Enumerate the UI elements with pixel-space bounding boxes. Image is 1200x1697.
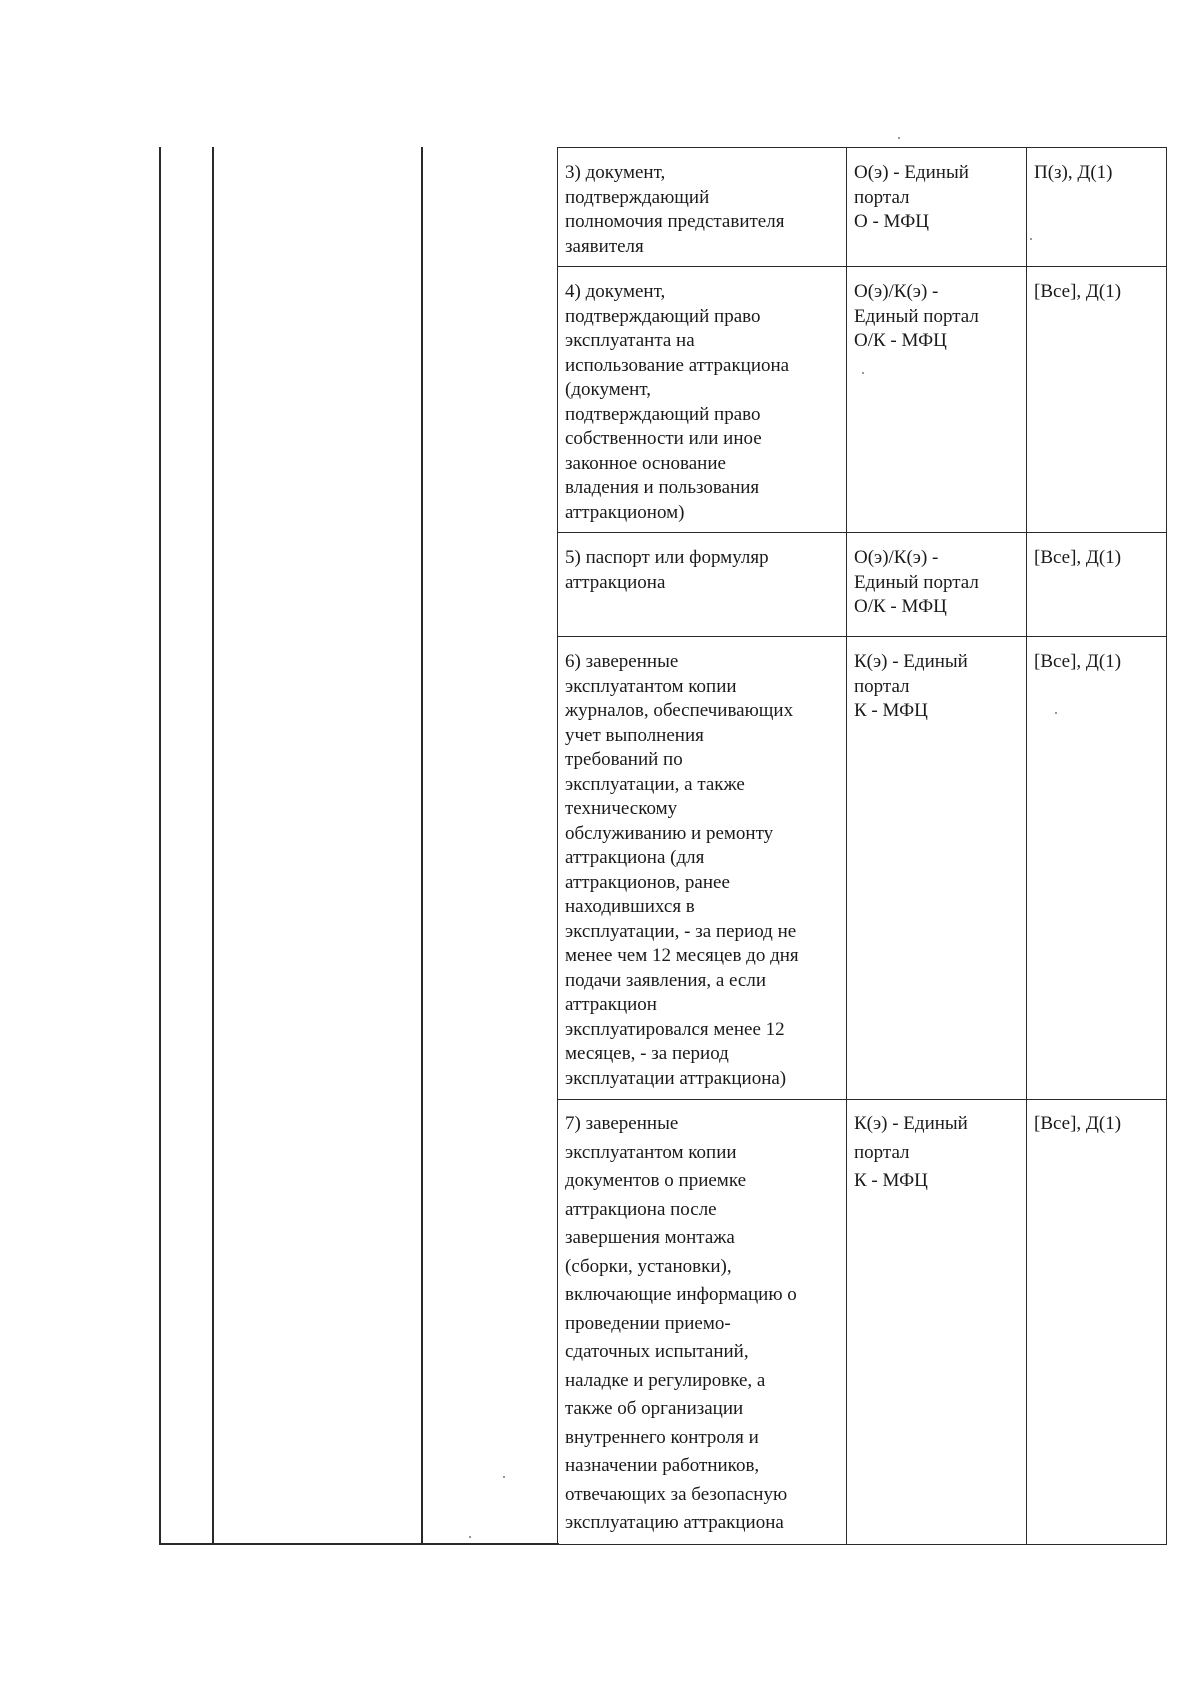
document-cell <box>558 267 847 533</box>
scan-speck <box>862 372 864 374</box>
document-cell <box>558 533 847 637</box>
code-cell <box>1027 267 1167 533</box>
document-cell <box>558 637 847 1100</box>
form-text: К(э) - Единый портал К - МФЦ <box>854 1113 968 1191</box>
form-cell <box>847 1100 1027 1545</box>
table-row <box>558 1100 1167 1545</box>
table-row <box>558 148 1167 267</box>
table-row <box>558 637 1167 1100</box>
document-text: 7) заверенные эксплуатантом копии документов о приемке аттракциона после завершения монтажа (сборки, установки), включающие информацию о проведении приемо- сдаточных испытаний, наладке и регулировке, а также об организации внутреннего контроля и назначении работников, отвечающих за безопасную эксплуатацию аттракциона <box>565 1113 797 1533</box>
column-border-1 <box>159 147 161 1544</box>
document-cell <box>558 148 847 267</box>
document-cell <box>558 1100 847 1545</box>
scan-speck <box>1055 712 1057 714</box>
form-text: О(э)/К(э) - Единый портал О/К - МФЦ <box>854 547 979 617</box>
document-text: 6) заверенные эксплуатантом копии журналов, обеспечивающих учет выполнения требований по эксплуатации, а также техническому обслуживанию и ремонту аттракциона (для аттракционов, ранее находившихся в эксплуатации, - за период не менее чем 12 месяцев до дня подачи заявления, а если аттракцион эксплуатировался менее 12 месяцев, - за период эксплуатации аттракциона) <box>565 651 799 1089</box>
code-cell <box>1027 533 1167 637</box>
table-row <box>558 267 1167 533</box>
code-text: [Все], Д(1) <box>1034 281 1122 302</box>
document-text: 5) паспорт или формуляр аттракциона <box>565 547 769 593</box>
document-text: 4) документ, подтверждающий право эксплуатанта на использование аттракциона (документ, подтверждающий право собственности или иное законное основание владения и пользования аттракционом) <box>565 281 790 523</box>
code-text: [Все], Д(1) <box>1034 651 1122 672</box>
code-cell <box>1027 148 1167 267</box>
table-bottom-border-left <box>159 1543 559 1545</box>
scan-speck <box>469 1536 471 1538</box>
table-row <box>558 533 1167 637</box>
code-cell <box>1027 637 1167 1100</box>
form-text: О(э)/К(э) - Единый портал О/К - МФЦ <box>854 281 979 351</box>
scan-speck <box>503 1476 505 1478</box>
form-cell <box>847 533 1027 637</box>
code-text: [Все], Д(1) <box>1034 547 1122 568</box>
column-border-2 <box>212 147 214 1544</box>
scan-speck <box>898 137 900 139</box>
form-cell <box>847 148 1027 267</box>
form-text: К(э) - Единый портал К - МФЦ <box>854 651 968 721</box>
form-cell <box>847 637 1027 1100</box>
scan-speck <box>1030 238 1032 240</box>
code-text: П(з), Д(1) <box>1034 162 1113 183</box>
document-text: 3) документ, подтверждающий полномочия представителя заявителя <box>565 162 785 257</box>
documents-table <box>557 147 1167 1545</box>
column-border-3 <box>421 147 423 1544</box>
form-text: О(э) - Единый портал О - МФЦ <box>854 162 969 232</box>
form-cell <box>847 267 1027 533</box>
code-text: [Все], Д(1) <box>1034 1113 1122 1134</box>
code-cell <box>1027 1100 1167 1545</box>
